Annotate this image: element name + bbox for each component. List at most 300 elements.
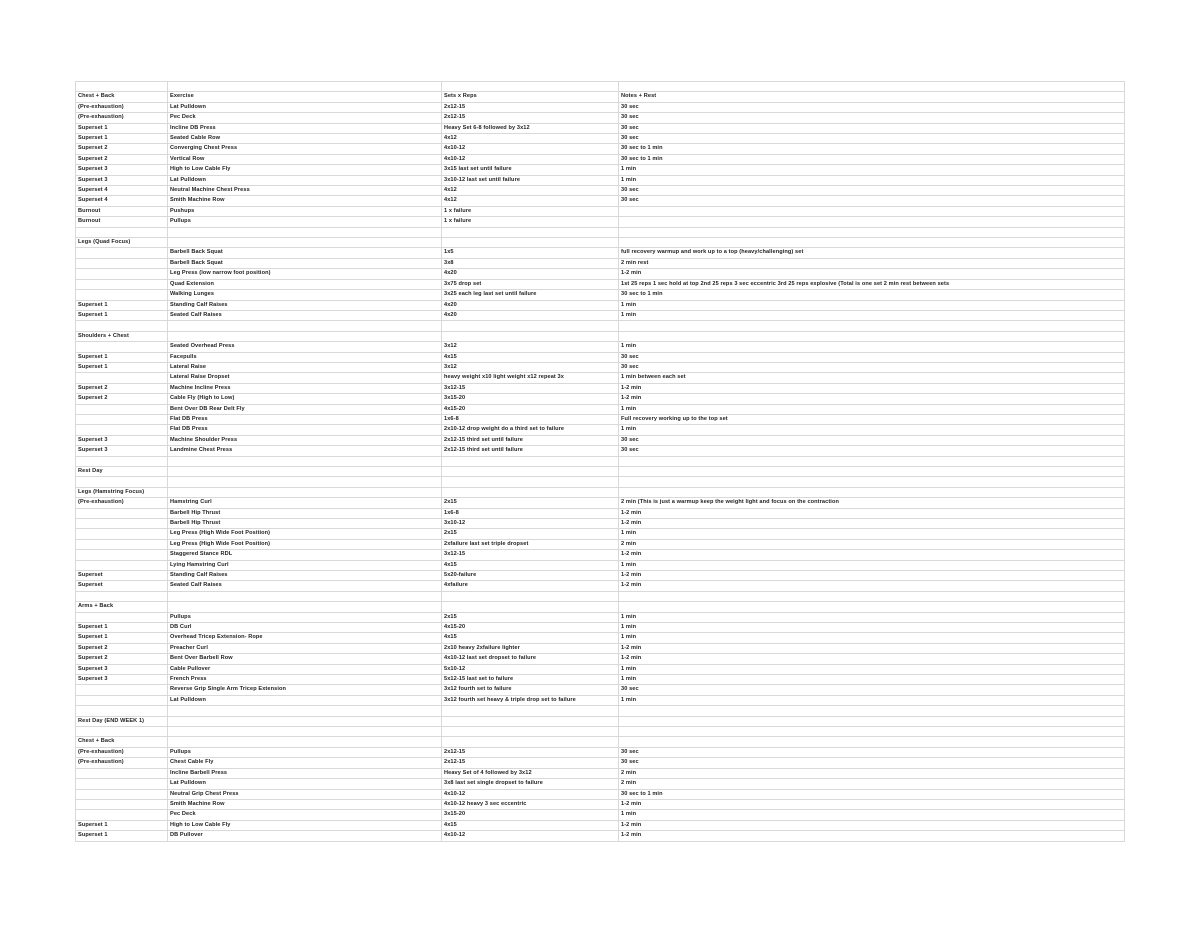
exercise-cell[interactable]: Pullups xyxy=(168,747,442,757)
exercise-cell[interactable] xyxy=(168,227,442,237)
exercise-cell[interactable]: Lat Pulldown xyxy=(168,102,442,112)
sets-reps-cell[interactable]: 3x15-20 xyxy=(442,810,619,820)
exercise-cell[interactable]: Smith Machine Row xyxy=(168,196,442,206)
group-cell[interactable] xyxy=(76,810,168,820)
notes-rest-cell[interactable] xyxy=(619,227,1125,237)
sets-reps-cell[interactable]: Heavy Set of 4 followed by 3x12 xyxy=(442,768,619,778)
exercise-cell[interactable]: Quad Extension xyxy=(168,279,442,289)
group-cell[interactable]: Burnout xyxy=(76,217,168,227)
exercise-cell[interactable]: Pec Deck xyxy=(168,113,442,123)
exercise-cell[interactable]: Smith Machine Row xyxy=(168,799,442,809)
exercise-cell[interactable] xyxy=(168,331,442,341)
notes-rest-cell[interactable]: 30 sec xyxy=(619,435,1125,445)
notes-rest-cell[interactable]: 1 min xyxy=(619,529,1125,539)
notes-rest-cell[interactable]: 30 sec xyxy=(619,352,1125,362)
sets-reps-cell[interactable] xyxy=(442,602,619,612)
table-row xyxy=(76,425,1125,435)
exercise-cell[interactable]: Lat Pulldown xyxy=(168,695,442,705)
notes-rest-cell[interactable]: 2 min xyxy=(619,779,1125,789)
exercise-cell[interactable]: Seated Cable Row xyxy=(168,134,442,144)
group-cell[interactable] xyxy=(76,373,168,383)
exercise-cell[interactable]: Hamstring Curl xyxy=(168,498,442,508)
exercise-cell[interactable]: Lateral Raise Dropset xyxy=(168,373,442,383)
exercise-cell[interactable] xyxy=(168,737,442,747)
notes-rest-cell[interactable]: 1 min xyxy=(619,810,1125,820)
exercise-cell[interactable]: Staggered Stance RDL xyxy=(168,550,442,560)
group-cell[interactable]: (Pre-exhaustion) xyxy=(76,747,168,757)
notes-rest-cell[interactable]: 1 min xyxy=(619,425,1125,435)
group-cell[interactable]: (Pre-exhaustion) xyxy=(76,102,168,112)
exercise-cell[interactable]: Barbell Hip Thrust xyxy=(168,518,442,528)
sets-reps-cell[interactable]: 2x12-15 xyxy=(442,113,619,123)
notes-rest-cell[interactable]: 30 sec xyxy=(619,102,1125,112)
group-cell[interactable] xyxy=(76,518,168,528)
group-cell[interactable]: Superset 3 xyxy=(76,435,168,445)
sets-reps-cell[interactable] xyxy=(442,737,619,747)
table-row xyxy=(76,498,1125,508)
group-cell[interactable] xyxy=(76,789,168,799)
sets-reps-cell[interactable]: 1 x failure xyxy=(442,217,619,227)
sets-reps-cell[interactable]: 1x6-8 xyxy=(442,414,619,424)
notes-rest-cell[interactable]: Full recovery working up to the top set xyxy=(619,414,1125,424)
exercise-cell[interactable]: Exercise xyxy=(168,92,442,102)
exercise-cell[interactable] xyxy=(168,466,442,476)
table-row xyxy=(76,82,1125,92)
sets-reps-cell[interactable]: 3x12 fourth set heavy & triple drop set to failure xyxy=(442,695,619,705)
exercise-cell[interactable]: Lat Pulldown xyxy=(168,779,442,789)
exercise-cell[interactable] xyxy=(168,716,442,726)
sets-reps-cell[interactable]: 1 x failure xyxy=(442,206,619,216)
group-cell[interactable] xyxy=(76,404,168,414)
sets-reps-cell[interactable]: 4x15 xyxy=(442,820,619,830)
group-cell[interactable] xyxy=(76,248,168,258)
sets-reps-cell[interactable]: 4x15-20 xyxy=(442,623,619,633)
sets-reps-cell[interactable]: 5x10-12 xyxy=(442,664,619,674)
sets-reps-cell[interactable]: 2x12-15 xyxy=(442,102,619,112)
exercise-cell[interactable] xyxy=(168,321,442,331)
sets-reps-cell[interactable]: 4x10-12 last set dropset to failure xyxy=(442,654,619,664)
notes-rest-cell[interactable]: 1 min xyxy=(619,310,1125,320)
group-cell[interactable]: (Pre-exhaustion) xyxy=(76,758,168,768)
exercise-cell[interactable]: Barbell Back Squat xyxy=(168,248,442,258)
group-cell[interactable]: (Pre-exhaustion) xyxy=(76,113,168,123)
exercise-cell[interactable]: Neutral Machine Chest Press xyxy=(168,186,442,196)
exercise-cell[interactable]: Flat DB Press xyxy=(168,425,442,435)
sets-reps-cell[interactable]: 4x20 xyxy=(442,310,619,320)
exercise-cell[interactable]: Leg Press (High Wide Foot Position) xyxy=(168,539,442,549)
notes-rest-cell[interactable]: 1 min xyxy=(619,342,1125,352)
notes-rest-cell[interactable]: 2 min rest xyxy=(619,258,1125,268)
notes-rest-cell[interactable]: 30 sec xyxy=(619,362,1125,372)
sets-reps-cell[interactable]: heavy weight x10 light weight x12 repeat 3x xyxy=(442,373,619,383)
group-cell[interactable]: Superset 1 xyxy=(76,623,168,633)
sets-reps-cell[interactable]: 4x20 xyxy=(442,300,619,310)
exercise-cell[interactable]: Incline Barbell Press xyxy=(168,768,442,778)
exercise-cell[interactable]: Neutral Grip Chest Press xyxy=(168,789,442,799)
notes-rest-cell[interactable]: 1 min xyxy=(619,695,1125,705)
group-cell[interactable]: Legs (Hamstring Focus) xyxy=(76,487,168,497)
sets-reps-cell[interactable] xyxy=(442,321,619,331)
group-cell[interactable] xyxy=(76,425,168,435)
exercise-cell[interactable] xyxy=(168,602,442,612)
group-cell[interactable] xyxy=(76,456,168,466)
group-cell[interactable]: Superset 1 xyxy=(76,820,168,830)
group-cell[interactable] xyxy=(76,539,168,549)
notes-rest-cell[interactable] xyxy=(619,466,1125,476)
group-cell[interactable]: Superset 3 xyxy=(76,664,168,674)
notes-rest-cell[interactable]: 1-2 min xyxy=(619,269,1125,279)
group-cell[interactable]: Superset 1 xyxy=(76,633,168,643)
spreadsheet-body xyxy=(76,82,1125,842)
group-cell[interactable] xyxy=(76,529,168,539)
group-cell[interactable] xyxy=(76,591,168,601)
notes-rest-cell[interactable]: 30 sec xyxy=(619,758,1125,768)
group-cell[interactable] xyxy=(76,779,168,789)
exercise-cell[interactable]: Seated Calf Raises xyxy=(168,310,442,320)
notes-rest-cell[interactable]: 1-2 min xyxy=(619,508,1125,518)
sets-reps-cell[interactable]: 2xfailure last set triple dropset xyxy=(442,539,619,549)
group-cell[interactable] xyxy=(76,768,168,778)
exercise-cell[interactable]: Reverse Grip Single Arm Tricep Extension xyxy=(168,685,442,695)
sets-reps-cell[interactable]: 3x12-15 xyxy=(442,550,619,560)
notes-rest-cell[interactable]: 1 min xyxy=(619,560,1125,570)
exercise-cell[interactable]: Leg Press (low narrow foot position) xyxy=(168,269,442,279)
table-row xyxy=(76,113,1125,123)
notes-rest-cell[interactable]: 30 sec to 1 min xyxy=(619,789,1125,799)
exercise-cell[interactable]: Flat DB Press xyxy=(168,414,442,424)
sets-reps-cell[interactable]: 1x5 xyxy=(442,248,619,258)
exercise-cell[interactable]: Seated Calf Raises xyxy=(168,581,442,591)
group-cell[interactable]: Superset xyxy=(76,571,168,581)
sets-reps-cell[interactable]: 4x10-12 xyxy=(442,789,619,799)
group-cell[interactable]: Superset 1 xyxy=(76,310,168,320)
group-cell[interactable]: Superset 4 xyxy=(76,186,168,196)
group-cell[interactable] xyxy=(76,706,168,716)
exercise-cell[interactable]: Cable Fly (High to Low) xyxy=(168,394,442,404)
notes-rest-cell[interactable]: 1 min xyxy=(619,664,1125,674)
exercise-cell[interactable]: Converging Chest Press xyxy=(168,144,442,154)
group-cell[interactable]: Superset 2 xyxy=(76,383,168,393)
exercise-cell[interactable] xyxy=(168,706,442,716)
notes-rest-cell[interactable]: Notes + Rest xyxy=(619,92,1125,102)
exercise-cell[interactable] xyxy=(168,591,442,601)
exercise-cell[interactable]: Lat Pulldown xyxy=(168,175,442,185)
notes-rest-cell[interactable]: 1-2 min xyxy=(619,571,1125,581)
exercise-cell[interactable]: Lying Hamstring Curl xyxy=(168,560,442,570)
group-cell[interactable]: Superset 1 xyxy=(76,123,168,133)
notes-rest-cell[interactable]: 30 sec xyxy=(619,446,1125,456)
group-cell[interactable]: Chest + Back xyxy=(76,737,168,747)
exercise-cell[interactable]: Pullups xyxy=(168,217,442,227)
sets-reps-cell[interactable] xyxy=(442,331,619,341)
group-cell[interactable]: Superset 1 xyxy=(76,352,168,362)
exercise-cell[interactable]: Cable Pullover xyxy=(168,664,442,674)
group-cell[interactable]: Superset 4 xyxy=(76,196,168,206)
notes-rest-cell[interactable]: 30 sec xyxy=(619,685,1125,695)
sets-reps-cell[interactable] xyxy=(442,487,619,497)
group-cell[interactable] xyxy=(76,227,168,237)
notes-rest-cell[interactable] xyxy=(619,591,1125,601)
sets-reps-cell[interactable]: 3x10-12 last set until failure xyxy=(442,175,619,185)
notes-rest-cell[interactable] xyxy=(619,321,1125,331)
sets-reps-cell[interactable] xyxy=(442,227,619,237)
group-cell[interactable]: Chest + Back xyxy=(76,92,168,102)
group-cell[interactable] xyxy=(76,290,168,300)
notes-rest-cell[interactable] xyxy=(619,217,1125,227)
notes-rest-cell[interactable]: 1 min between each set xyxy=(619,373,1125,383)
notes-rest-cell[interactable]: 1-2 min xyxy=(619,518,1125,528)
sets-reps-cell[interactable]: 3x12-15 xyxy=(442,383,619,393)
sets-reps-cell[interactable]: 4x12 xyxy=(442,196,619,206)
sets-reps-cell[interactable]: 4x15 xyxy=(442,352,619,362)
sets-reps-cell[interactable] xyxy=(442,82,619,92)
exercise-cell[interactable]: Pullups xyxy=(168,612,442,622)
exercise-cell[interactable]: DB Curl xyxy=(168,623,442,633)
exercise-cell[interactable]: Pushups xyxy=(168,206,442,216)
exercise-cell[interactable]: DB Pullover xyxy=(168,831,442,841)
group-cell[interactable]: Superset 3 xyxy=(76,446,168,456)
group-cell[interactable] xyxy=(76,508,168,518)
notes-rest-cell[interactable]: 1 min xyxy=(619,633,1125,643)
exercise-cell[interactable]: French Press xyxy=(168,675,442,685)
sets-reps-cell[interactable]: 4x20 xyxy=(442,269,619,279)
notes-rest-cell[interactable]: 2 min (This is just a warmup keep the weight light and focus on the contraction xyxy=(619,498,1125,508)
sets-reps-cell[interactable]: 3x12 xyxy=(442,342,619,352)
group-cell[interactable] xyxy=(76,477,168,487)
exercise-cell[interactable]: Machine Incline Press xyxy=(168,383,442,393)
group-cell[interactable]: Superset xyxy=(76,581,168,591)
notes-rest-cell[interactable]: 2 min xyxy=(619,539,1125,549)
exercise-cell[interactable] xyxy=(168,487,442,497)
notes-rest-cell[interactable] xyxy=(619,82,1125,92)
notes-rest-cell[interactable]: 30 sec to 1 min xyxy=(619,154,1125,164)
notes-rest-cell[interactable]: 1 min xyxy=(619,675,1125,685)
sets-reps-cell[interactable]: 2x15 xyxy=(442,612,619,622)
group-cell[interactable] xyxy=(76,685,168,695)
exercise-cell[interactable]: Seated Overhead Press xyxy=(168,342,442,352)
exercise-cell[interactable]: Landmine Chest Press xyxy=(168,446,442,456)
exercise-cell[interactable]: Overhead Tricep Extension- Rope xyxy=(168,633,442,643)
group-cell[interactable] xyxy=(76,695,168,705)
notes-rest-cell[interactable] xyxy=(619,727,1125,737)
notes-rest-cell[interactable]: 30 sec xyxy=(619,134,1125,144)
group-cell[interactable] xyxy=(76,82,168,92)
notes-rest-cell[interactable]: 1-2 min xyxy=(619,799,1125,809)
group-cell[interactable] xyxy=(76,727,168,737)
exercise-cell[interactable]: Preacher Curl xyxy=(168,643,442,653)
sets-reps-cell[interactable]: 4x10-12 heavy 3 sec eccentric xyxy=(442,799,619,809)
sets-reps-cell[interactable]: 4x12 xyxy=(442,186,619,196)
sets-reps-cell[interactable]: 4x15-20 xyxy=(442,404,619,414)
group-cell[interactable] xyxy=(76,342,168,352)
notes-rest-cell[interactable]: 1-2 min xyxy=(619,820,1125,830)
sets-reps-cell[interactable] xyxy=(442,727,619,737)
exercise-cell[interactable]: Standing Calf Raises xyxy=(168,571,442,581)
sets-reps-cell[interactable]: 2x12-15 xyxy=(442,747,619,757)
sets-reps-cell[interactable]: 4x15 xyxy=(442,560,619,570)
sets-reps-cell[interactable] xyxy=(442,477,619,487)
sets-reps-cell[interactable]: 2x15 xyxy=(442,498,619,508)
notes-rest-cell[interactable]: 1-2 min xyxy=(619,550,1125,560)
exercise-cell[interactable]: Barbell Hip Thrust xyxy=(168,508,442,518)
exercise-cell[interactable]: Barbell Back Squat xyxy=(168,258,442,268)
group-cell[interactable] xyxy=(76,414,168,424)
sets-reps-cell[interactable]: 2x15 xyxy=(442,529,619,539)
group-cell[interactable] xyxy=(76,258,168,268)
notes-rest-cell[interactable]: 1 min xyxy=(619,623,1125,633)
notes-rest-cell[interactable] xyxy=(619,238,1125,248)
exercise-cell[interactable] xyxy=(168,82,442,92)
exercise-cell[interactable]: Machine Shoulder Press xyxy=(168,435,442,445)
notes-rest-cell[interactable]: 1-2 min xyxy=(619,394,1125,404)
group-cell[interactable] xyxy=(76,799,168,809)
table-row xyxy=(76,290,1125,300)
exercise-cell[interactable] xyxy=(168,477,442,487)
notes-rest-cell[interactable]: 1-2 min xyxy=(619,581,1125,591)
sets-reps-cell[interactable]: 4x10-12 xyxy=(442,154,619,164)
notes-rest-cell[interactable]: 1 min xyxy=(619,300,1125,310)
sets-reps-cell[interactable]: 3x12 fourth set to failure xyxy=(442,685,619,695)
group-cell[interactable]: Rest Day (END WEEK 1) xyxy=(76,716,168,726)
exercise-cell[interactable]: Leg Press (High Wide Foot Position) xyxy=(168,529,442,539)
exercise-cell[interactable]: Standing Calf Raises xyxy=(168,300,442,310)
notes-rest-cell[interactable] xyxy=(619,706,1125,716)
exercise-cell[interactable]: High to Low Cable Fly xyxy=(168,165,442,175)
notes-rest-cell[interactable]: 30 sec xyxy=(619,113,1125,123)
exercise-cell[interactable] xyxy=(168,456,442,466)
sets-reps-cell[interactable]: 3x75 drop set xyxy=(442,279,619,289)
group-cell[interactable]: Superset 2 xyxy=(76,154,168,164)
group-cell[interactable]: Superset 3 xyxy=(76,165,168,175)
sets-reps-cell[interactable]: 2x10 heavy 2xfailure lighter xyxy=(442,643,619,653)
notes-rest-cell[interactable]: 30 sec xyxy=(619,123,1125,133)
sets-reps-cell[interactable]: 4xfailure xyxy=(442,581,619,591)
sets-reps-cell[interactable]: 2x12-15 third set until failure xyxy=(442,435,619,445)
group-cell[interactable] xyxy=(76,550,168,560)
sets-reps-cell[interactable]: 5x20-failure xyxy=(442,571,619,581)
notes-rest-cell[interactable]: 1-2 min xyxy=(619,643,1125,653)
sets-reps-cell[interactable]: 3x25 each leg last set until failure xyxy=(442,290,619,300)
sets-reps-cell[interactable]: 4x15 xyxy=(442,633,619,643)
sets-reps-cell[interactable] xyxy=(442,466,619,476)
exercise-cell[interactable]: Pec Deck xyxy=(168,810,442,820)
notes-rest-cell[interactable]: 1 min xyxy=(619,612,1125,622)
sets-reps-cell[interactable]: Heavy Set 6-8 followed by 3x12 xyxy=(442,123,619,133)
sets-reps-cell[interactable] xyxy=(442,238,619,248)
group-cell[interactable]: Arms + Back xyxy=(76,602,168,612)
notes-rest-cell[interactable] xyxy=(619,206,1125,216)
group-cell[interactable]: Burnout xyxy=(76,206,168,216)
sets-reps-cell[interactable]: 3x15-20 xyxy=(442,394,619,404)
sets-reps-cell[interactable]: 2x12-15 third set until failure xyxy=(442,446,619,456)
notes-rest-cell[interactable]: 2 min xyxy=(619,768,1125,778)
notes-rest-cell[interactable]: 30 sec to 1 min xyxy=(619,290,1125,300)
sets-reps-cell[interactable]: 3x15 last set until failure xyxy=(442,165,619,175)
notes-rest-cell[interactable]: 30 sec xyxy=(619,186,1125,196)
notes-rest-cell[interactable] xyxy=(619,477,1125,487)
notes-rest-cell[interactable] xyxy=(619,331,1125,341)
sets-reps-cell[interactable] xyxy=(442,716,619,726)
sets-reps-cell[interactable]: 2x12-15 xyxy=(442,758,619,768)
notes-rest-cell[interactable]: 1-2 min xyxy=(619,383,1125,393)
sets-reps-cell[interactable]: 4x10-12 xyxy=(442,831,619,841)
notes-rest-cell[interactable]: 1 min xyxy=(619,165,1125,175)
table-row xyxy=(76,123,1125,133)
group-cell[interactable] xyxy=(76,279,168,289)
notes-rest-cell[interactable]: 1st 25 reps 1 sec hold at top 2nd 25 reps 3 sec eccentric 3rd 25 reps explosive (Total is one set 2 min rest between sets xyxy=(619,279,1125,289)
notes-rest-cell[interactable]: 1 min xyxy=(619,175,1125,185)
group-cell[interactable]: Superset 1 xyxy=(76,134,168,144)
group-cell[interactable]: Superset 3 xyxy=(76,175,168,185)
notes-rest-cell[interactable] xyxy=(619,737,1125,747)
sets-reps-cell[interactable]: 3x8 last set single dropset to failure xyxy=(442,779,619,789)
exercise-cell[interactable] xyxy=(168,238,442,248)
notes-rest-cell[interactable] xyxy=(619,456,1125,466)
sets-reps-cell[interactable] xyxy=(442,591,619,601)
sets-reps-cell[interactable]: 4x10-12 xyxy=(442,144,619,154)
group-cell[interactable]: Superset 2 xyxy=(76,654,168,664)
group-cell[interactable]: Superset 2 xyxy=(76,394,168,404)
sets-reps-cell[interactable]: 4x12 xyxy=(442,134,619,144)
notes-rest-cell[interactable] xyxy=(619,487,1125,497)
exercise-cell[interactable]: Incline DB Press xyxy=(168,123,442,133)
group-cell[interactable]: Superset 2 xyxy=(76,144,168,154)
notes-rest-cell[interactable]: 1-2 min xyxy=(619,654,1125,664)
sets-reps-cell[interactable]: 3x12 xyxy=(442,362,619,372)
group-cell[interactable]: Superset 3 xyxy=(76,675,168,685)
exercise-cell[interactable]: Lateral Raise xyxy=(168,362,442,372)
sets-reps-cell[interactable]: 3x10-12 xyxy=(442,518,619,528)
sets-reps-cell[interactable]: Sets x Reps xyxy=(442,92,619,102)
sets-reps-cell[interactable]: 3x8 xyxy=(442,258,619,268)
notes-rest-cell[interactable] xyxy=(619,716,1125,726)
group-cell[interactable] xyxy=(76,321,168,331)
exercise-cell[interactable] xyxy=(168,727,442,737)
notes-rest-cell[interactable] xyxy=(619,602,1125,612)
notes-rest-cell[interactable]: 30 sec xyxy=(619,747,1125,757)
exercise-cell[interactable]: Bent Over DB Rear Delt Fly xyxy=(168,404,442,414)
table-row xyxy=(76,352,1125,362)
sets-reps-cell[interactable]: 1x6-8 xyxy=(442,508,619,518)
exercise-cell[interactable]: Walking Lunges xyxy=(168,290,442,300)
sets-reps-cell[interactable]: 2x10-12 drop weight do a third set to failure xyxy=(442,425,619,435)
group-cell[interactable]: Legs (Quad Focus) xyxy=(76,238,168,248)
group-cell[interactable] xyxy=(76,612,168,622)
group-cell[interactable]: Shoulders + Chest xyxy=(76,331,168,341)
sets-reps-cell[interactable] xyxy=(442,456,619,466)
exercise-cell[interactable]: Bent Over Barbell Row xyxy=(168,654,442,664)
exercise-cell[interactable]: Vertical Row xyxy=(168,154,442,164)
notes-rest-cell[interactable]: 1 min xyxy=(619,404,1125,414)
notes-rest-cell[interactable]: 30 sec to 1 min xyxy=(619,144,1125,154)
notes-rest-cell[interactable]: full recovery warmup and work up to a top (heavy/challenging) set xyxy=(619,248,1125,258)
group-cell[interactable]: Superset 1 xyxy=(76,831,168,841)
exercise-cell[interactable]: High to Low Cable Fly xyxy=(168,820,442,830)
group-cell[interactable] xyxy=(76,269,168,279)
group-cell[interactable]: Superset 2 xyxy=(76,643,168,653)
group-cell[interactable]: Rest Day xyxy=(76,466,168,476)
sets-reps-cell[interactable] xyxy=(442,706,619,716)
group-cell[interactable]: Superset 1 xyxy=(76,362,168,372)
exercise-cell[interactable]: Facepulls xyxy=(168,352,442,362)
notes-rest-cell[interactable]: 30 sec xyxy=(619,196,1125,206)
group-cell[interactable]: (Pre-exhaustion) xyxy=(76,498,168,508)
notes-rest-cell[interactable]: 1-2 min xyxy=(619,831,1125,841)
group-cell[interactable]: Superset 1 xyxy=(76,300,168,310)
exercise-cell[interactable]: Chest Cable Fly xyxy=(168,758,442,768)
sets-reps-cell[interactable]: 5x12-15 last set to failure xyxy=(442,675,619,685)
group-cell[interactable] xyxy=(76,560,168,570)
